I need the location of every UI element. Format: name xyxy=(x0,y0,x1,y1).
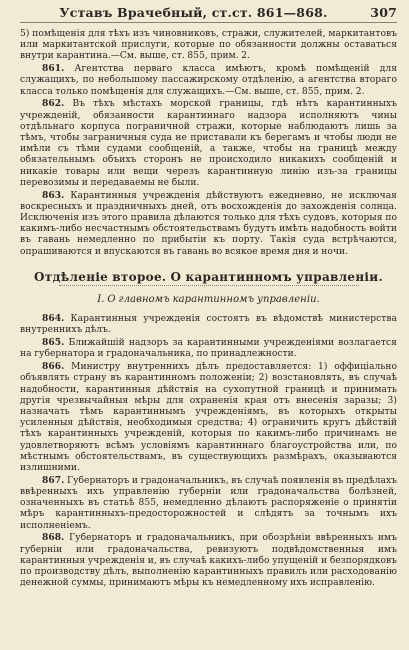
article-text: Карантинныя учрежденія состоятъ въ вѣдомствѣ министерства внутреннихъ дѣлъ. xyxy=(20,314,397,336)
article-text: Карантинныя учрежденія дѣйствуютъ ежедневно, не исключая воскресныхъ и праздничныхъ дней, отъ восхожденія до захожденія солнца. Исключенія изъ этого правила дѣлаются только для тѣхъ судовъ, которыя по какимъ-либо несчастнымъ обстоятельствамъ будутъ имѣть надобность войти въ гавань немедленно по прибытіи къ порту. Такія суда встрѣчаются, опрашиваются и впускаются въ гавань во всякое время дня и ночи. xyxy=(20,190,397,257)
article-text: Агентства перваго класса имѣютъ, кромѣ помѣщеній для служащихъ, по небольшому пассажирскому отдѣленію, а агентства втораго класса только помѣщенія для служащихъ.—См. выше, ст. 855, прим. 2. xyxy=(20,64,397,97)
running-title: Уставъ Врачебный, ст.ст. 861—868. xyxy=(59,5,328,20)
article-paragraph xyxy=(20,63,397,98)
article-number: 864. xyxy=(42,313,65,325)
article-paragraph xyxy=(20,313,397,336)
text-body xyxy=(20,28,397,590)
article-number: 868. xyxy=(42,532,65,544)
article-paragraph xyxy=(20,98,397,189)
article-text: Губернаторъ и градоначальникъ, при обозрѣніи ввѣренныхъ имъ губерніи или градоначальства, ревизуютъ подвѣдомственныя имъ карантинныя учрежденія и, въ случаѣ какихъ-либо упущеній и безпорядковъ по производству дѣлъ, выполненію карантинныхъ правилъ или расходованію денежной суммы, принимаютъ мѣры къ немедленному ихъ исправленію. xyxy=(20,533,397,589)
section-title-text: Отдѣленіе второе. О карантинномъ управленіи. xyxy=(34,269,383,284)
article-paragraph xyxy=(20,361,397,474)
running-header xyxy=(20,5,397,23)
article-paragraph xyxy=(20,28,397,63)
section-divider xyxy=(59,285,359,286)
article-number: 863. xyxy=(42,189,65,201)
section-title xyxy=(20,269,397,286)
article-paragraph xyxy=(20,190,397,258)
article-number: 866. xyxy=(42,361,65,373)
article-number: 865. xyxy=(42,337,65,349)
article-text: Ближайшій надзоръ за карантинными учрежденіями возлагается на губернатора и градоначальника, по принадлежности. xyxy=(20,338,397,360)
article-number: 862. xyxy=(42,98,65,110)
article-paragraph xyxy=(20,475,397,532)
section-subtitle: I. О главномъ карантинномъ управленіи. xyxy=(97,294,320,306)
article-text: Губернаторъ и градоначальникъ, въ случаѣ появленія въ предѣлахъ ввѣренныхъ ихъ управленію губерніи или градоначальства болѣзней, означенныхъ въ статьѣ 855, немедленно дѣлаютъ распоряженіе о принятіи мѣръ карантинныхъ-предосторожностей и слѣдятъ за точнымъ ихъ исполненіемъ. xyxy=(20,475,397,531)
article-number: 867. xyxy=(42,474,65,486)
page-number: 307 xyxy=(370,5,397,20)
article-text: 5) помѣщенія для тѣхъ изъ чиновниковъ, стражи, служителей, маркитантовъ или маркитантской прислуги, которые по обязанности должны оставаться внутри карантина.—См. выше, ст. 855, прим. 2. xyxy=(20,29,397,62)
article-number: 861. xyxy=(42,63,65,75)
article-text: Въ тѣхъ мѣстахъ морской границы, гдѣ нѣтъ карантинныхъ учрежденій, обязанности карантиннаго надзора исполняютъ чины отдѣльнаго корпуса пограничной стражи, которые наблюдаютъ лишь за тѣмъ, чтобы заграничныя суда не приставали къ берегамъ и чтобы люди не имѣли съ тѣми судами сообщеній, а также, чтобы на границѣ между обязательнымъ объихъ сторонъ не происходило никакихъ сообщеній и никакіе товары или вещи черезъ карантинную линію изъ-за границы перевозимы и передаваемы не были. xyxy=(20,99,397,188)
article-paragraph xyxy=(20,532,397,589)
article-paragraph xyxy=(20,337,397,360)
article-text: Министру внутреннихъ дѣлъ предоставляется: 1) оффиціально объявлять страну въ карантинномъ положеніи; 2) возстановлять, въ случаѣ надобности, карантинныя дѣйствія на сухопутной границѣ и принимать другія чрезвычайныя мѣры для охраненія края отъ внесенія заразы; 3) назначать тѣмъ карантиннымъ учрежденіямъ, въ которыхъ открыты усиленныя дѣйствія, необходимыя средства; 4) ограничить кругъ дѣйствій тѣхъ карантинныхъ учрежденій, которыя по какимъ-либо причинамъ не удовлетворяютъ всѣмъ условіямъ карантиннаго благоустройства или, по мѣстнымъ обстоятельствамъ, въ существующихъ размѣрахъ, оказываются излишними. xyxy=(20,362,397,474)
